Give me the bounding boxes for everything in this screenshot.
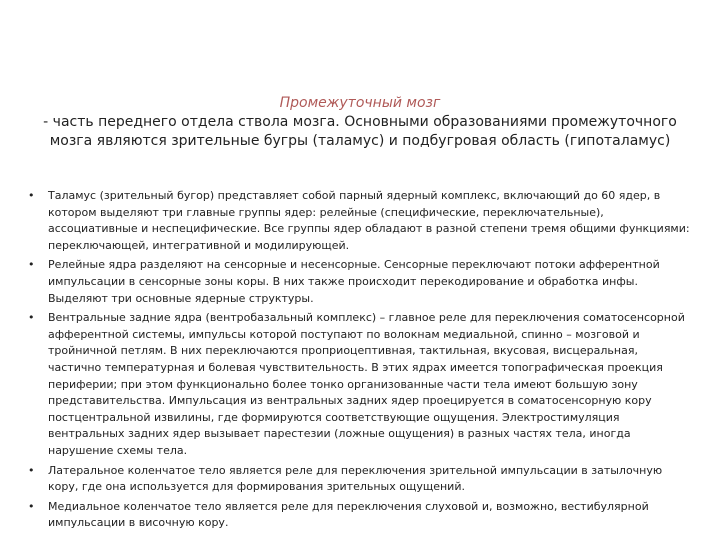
bullet-icon: • xyxy=(28,499,35,513)
bullet-text: Медиальное коленчатое тело является реле для переключения слуховой и, возможно, вестибулярной импульсации в височную кору. xyxy=(48,499,649,530)
slide-title: Промежуточный мозг xyxy=(279,95,441,111)
bullet-item-relay-nuclei xyxy=(22,257,690,307)
bullet-item-lateral-geniculate xyxy=(22,463,690,496)
bullet-text: Латеральное коленчатое тело является реле для переключения зрительной импульсации в затылочную кору, где она используется для формирования зрительных ощущений. xyxy=(48,463,663,494)
title-block xyxy=(40,94,680,151)
bullet-item-ventral-posterior xyxy=(22,310,690,459)
bullet-list xyxy=(22,188,690,535)
bullet-item-medial-geniculate xyxy=(22,499,690,532)
bullet-icon: • xyxy=(28,258,35,272)
bullet-text: Вентральные задние ядра (вентробазальный комплекс) – главное реле для переключения соматосенсорной афферентной системы, импульсы которой поступают по волокнам медиальной, спинно – мозговой и тройничной петлям. В них переключаются проприоцептивная, тактильная, вкусовая, висцеральная, частично температурная и болевая чувствительность. В этих ядрах имеется топографическая проекция периферии; при этом функционально более тонко организованные части тела имеют большую зону представительства. Импульсация из вентральных задних ядер проецируется в соматосенсорную кору постцентральной извилины, где формируются соответствующие ощущения. Электростимуляция вентральных задних ядер вызывает парестезии (ложные ощущения) в разных частях тела, иногда нарушение схемы тела. xyxy=(48,311,685,457)
bullet-icon: • xyxy=(28,311,35,325)
bullet-icon: • xyxy=(28,189,35,202)
slide-subtitle: - часть переднего отдела ствола мозга. Основными образованиями промежуточного мозга являются зрительные бугры (таламус) и подбугровая область (гипоталамус) xyxy=(43,114,677,149)
bullet-text: Релейные ядра разделяют на сенсорные и несенсорные. Сенсорные переключают потоки афферентной импульсации в сенсорные зоны коры. В них также происходит перекодирование и обработка инфы. Выделяют три основные ядерные структуры. xyxy=(48,258,660,305)
bullet-item-thalamus xyxy=(22,188,690,254)
bullet-text: Таламус (зрительный бугор) представляет собой парный ядерный комплекс, включающий до 60 ядер, в котором выделяют три главные группы ядер: релейные (специфические, переключательные), ассоциативные и неспецифические. Все группы ядер обладают в разной степени тремя общими функциями: переключающей, интегративной и модилирующей. xyxy=(48,189,690,252)
bullet-icon: • xyxy=(28,463,35,477)
